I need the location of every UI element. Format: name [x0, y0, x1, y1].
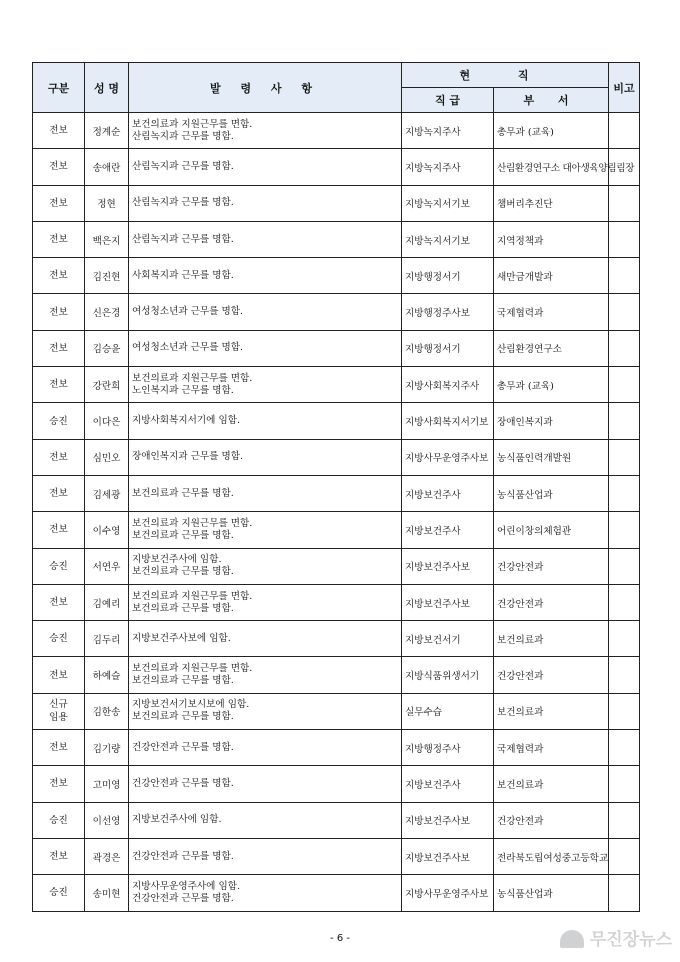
- cell-type: 전보: [33, 367, 85, 403]
- cell-order: 사회복지과 근무를 명함.: [129, 258, 402, 294]
- cell-grade: 지방녹지주사: [402, 113, 494, 149]
- cell-dept: 챔버리추진단: [494, 185, 609, 221]
- cell-dept: 보건의료과: [494, 766, 609, 802]
- cell-type: 전보: [33, 294, 85, 330]
- header-type: 구분: [33, 63, 85, 113]
- cell-dept: 산림환경연구소 대아생육양림림장: [494, 149, 609, 185]
- table-row: [33, 693, 640, 729]
- cell-name: 이선영: [85, 802, 129, 838]
- cell-order: 지방보건주사에 임함. 보건의료과 근무를 명함.: [129, 548, 402, 584]
- table-row: [33, 730, 640, 766]
- cell-type: 승진: [33, 403, 85, 439]
- cell-type: 전보: [33, 584, 85, 620]
- cell-order: 산림녹지과 근무를 명함.: [129, 221, 402, 257]
- table-header: [33, 63, 640, 113]
- cell-grade: 실무수습: [402, 693, 494, 729]
- cell-dept: 장애인복지과: [494, 403, 609, 439]
- cell-grade: 지방녹지주사: [402, 149, 494, 185]
- cell-type: 전보: [33, 113, 85, 149]
- cell-grade: 지방보건서기: [402, 621, 494, 657]
- cell-grade: 지방사회복지주사: [402, 367, 494, 403]
- cell-dept: 국제협력과: [494, 730, 609, 766]
- cell-note: [609, 475, 640, 511]
- header-grade: 직 급: [402, 88, 494, 113]
- cell-type: 전보: [33, 439, 85, 475]
- table-row: [33, 403, 640, 439]
- cell-dept: 총무과 (교육): [494, 367, 609, 403]
- cell-type: 전보: [33, 838, 85, 874]
- cell-name: 서연우: [85, 548, 129, 584]
- cell-name: 정현: [85, 185, 129, 221]
- cell-note: [609, 258, 640, 294]
- table-row: [33, 439, 640, 475]
- cell-dept: 건강안전과: [494, 584, 609, 620]
- cell-grade: 지방보건주사: [402, 475, 494, 511]
- cell-name: 김진현: [85, 258, 129, 294]
- table-row: [33, 548, 640, 584]
- personnel-table: [32, 62, 640, 912]
- cell-order: 보건의료과 지원근무를 면함. 보건의료과 근무를 명함.: [129, 657, 402, 693]
- cell-name: 김승윤: [85, 330, 129, 366]
- cell-dept: 농식품인력개발원: [494, 439, 609, 475]
- table-body: [33, 113, 640, 912]
- cell-name: 김두리: [85, 621, 129, 657]
- table-row: [33, 149, 640, 185]
- cell-order: 보건의료과 지원근무를 면함. 보건의료과 근무를 명함.: [129, 512, 402, 548]
- cell-grade: 지방보건주사보: [402, 548, 494, 584]
- cell-name: 이다은: [85, 403, 129, 439]
- cell-name: 고미영: [85, 766, 129, 802]
- cell-note: [609, 512, 640, 548]
- cell-name: 송애란: [85, 149, 129, 185]
- cell-note: [609, 584, 640, 620]
- cell-type: 전보: [33, 512, 85, 548]
- cell-note: [609, 185, 640, 221]
- watermark-logo: [560, 925, 672, 950]
- table-row: [33, 113, 640, 149]
- cell-note: [609, 766, 640, 802]
- cell-order: 건강안전과 근무를 명함.: [129, 730, 402, 766]
- cell-grade: 지방행정서기: [402, 330, 494, 366]
- cell-dept: 보건의료과: [494, 621, 609, 657]
- cell-dept: 건강안전과: [494, 657, 609, 693]
- cell-note: [609, 875, 640, 911]
- cell-order: 산림녹지과 근무를 명함.: [129, 149, 402, 185]
- cell-note: [609, 548, 640, 584]
- cell-type: 전보: [33, 149, 85, 185]
- cell-name: 하예슬: [85, 657, 129, 693]
- cell-name: 심민오: [85, 439, 129, 475]
- watermark-icon: [560, 928, 586, 948]
- table-row: [33, 875, 640, 911]
- cell-order: 장애인복지과 근무를 명함.: [129, 439, 402, 475]
- cell-type: 전보: [33, 475, 85, 511]
- cell-grade: 지방보건주사보: [402, 584, 494, 620]
- cell-name: 곽경은: [85, 838, 129, 874]
- table-row: [33, 584, 640, 620]
- cell-dept: 보건의료과: [494, 693, 609, 729]
- cell-name: 신은경: [85, 294, 129, 330]
- cell-dept: 어린이창의체험관: [494, 512, 609, 548]
- cell-order: 지방보건주사에 임함.: [129, 802, 402, 838]
- cell-grade: 지방녹지서기보: [402, 185, 494, 221]
- table-row: [33, 475, 640, 511]
- header-current: 현 직: [402, 63, 609, 88]
- cell-note: [609, 730, 640, 766]
- header-order: 발 령 사 항: [129, 63, 402, 113]
- cell-type: 승진: [33, 621, 85, 657]
- header-name: 성 명: [85, 63, 129, 113]
- cell-order: 지방보건서기보시보에 임함. 보건의료과 근무를 명함.: [129, 693, 402, 729]
- cell-grade: 지방행정주사: [402, 730, 494, 766]
- cell-grade: 지방보건주사보: [402, 802, 494, 838]
- table-row: [33, 330, 640, 366]
- cell-type: 전보: [33, 330, 85, 366]
- cell-name: 정계순: [85, 113, 129, 149]
- cell-note: [609, 439, 640, 475]
- cell-dept: 농식품산업과: [494, 475, 609, 511]
- table-row: [33, 258, 640, 294]
- cell-order: 보건의료과 근무를 명함.: [129, 475, 402, 511]
- cell-grade: 지방보건주사: [402, 766, 494, 802]
- cell-dept: 새만금개발과: [494, 258, 609, 294]
- cell-name: 김예리: [85, 584, 129, 620]
- cell-dept: 지역정책과: [494, 221, 609, 257]
- table-row: [33, 367, 640, 403]
- cell-note: [609, 113, 640, 149]
- table-row: [33, 802, 640, 838]
- cell-order: 지방사회복지서기에 임함.: [129, 403, 402, 439]
- cell-grade: 지방보건주사보: [402, 838, 494, 874]
- cell-note: [609, 294, 640, 330]
- cell-type: 승진: [33, 802, 85, 838]
- cell-name: 김세광: [85, 475, 129, 511]
- cell-order: 지방사무운영주사에 임함. 건강안전과 근무를 명함.: [129, 875, 402, 911]
- cell-order: 지방보건주사보에 임함.: [129, 621, 402, 657]
- cell-type: 승진: [33, 875, 85, 911]
- cell-name: 김기량: [85, 730, 129, 766]
- table-row: [33, 621, 640, 657]
- cell-name: 송미현: [85, 875, 129, 911]
- table-row: [33, 657, 640, 693]
- cell-note: [609, 693, 640, 729]
- cell-dept: 전라북도립여성중고등학교: [494, 838, 609, 874]
- cell-grade: 지방행정주사보: [402, 294, 494, 330]
- table-row: [33, 512, 640, 548]
- cell-type: 전보: [33, 221, 85, 257]
- cell-name: 강란희: [85, 367, 129, 403]
- cell-grade: 지방녹지서기보: [402, 221, 494, 257]
- cell-grade: 지방사무운영주사보: [402, 875, 494, 911]
- cell-dept: 건강안전과: [494, 802, 609, 838]
- cell-dept: 건강안전과: [494, 548, 609, 584]
- cell-order: 보건의료과 지원근무를 면함. 산림녹지과 근무를 명함.: [129, 113, 402, 149]
- cell-type: 승진: [33, 548, 85, 584]
- cell-note: [609, 657, 640, 693]
- cell-type: 전보: [33, 258, 85, 294]
- cell-type: 전보: [33, 185, 85, 221]
- cell-dept: 산림환경연구소: [494, 330, 609, 366]
- cell-grade: 지방식품위생서기: [402, 657, 494, 693]
- cell-order: 건강안전과 근무를 명함.: [129, 838, 402, 874]
- cell-grade: 지방행정서기: [402, 258, 494, 294]
- cell-type: 신규 임용: [33, 693, 85, 729]
- cell-grade: 지방사무운영주사보: [402, 439, 494, 475]
- cell-note: [609, 330, 640, 366]
- table-row: [33, 766, 640, 802]
- cell-name: 백은지: [85, 221, 129, 257]
- cell-type: 전보: [33, 730, 85, 766]
- cell-name: 이수영: [85, 512, 129, 548]
- table-row: [33, 221, 640, 257]
- cell-order: 산림녹지과 근무를 명함.: [129, 185, 402, 221]
- cell-note: [609, 403, 640, 439]
- header-dept: 부 서: [494, 88, 609, 113]
- table-row: [33, 838, 640, 874]
- cell-order: 보건의료과 지원근무를 면함. 노인복지과 근무를 명함.: [129, 367, 402, 403]
- table-row: [33, 185, 640, 221]
- table-row: [33, 294, 640, 330]
- cell-note: [609, 621, 640, 657]
- cell-dept: 총무과 (교육): [494, 113, 609, 149]
- watermark-text: 무진장뉴스: [589, 930, 672, 950]
- cell-order: 보건의료과 지원근무를 면함. 보건의료과 근무를 명함.: [129, 584, 402, 620]
- cell-note: [609, 802, 640, 838]
- header-note: 비고: [609, 63, 640, 113]
- cell-grade: 지방보건주사: [402, 512, 494, 548]
- cell-type: 전보: [33, 766, 85, 802]
- cell-order: 건강안전과 근무를 명함.: [129, 766, 402, 802]
- cell-order: 여성청소년과 근무를 명함.: [129, 330, 402, 366]
- cell-dept: 국제협력과: [494, 294, 609, 330]
- cell-dept: 농식품산업과: [494, 875, 609, 911]
- cell-note: [609, 838, 640, 874]
- cell-type: 전보: [33, 657, 85, 693]
- cell-grade: 지방사회복지서기보: [402, 403, 494, 439]
- cell-note: [609, 221, 640, 257]
- cell-note: [609, 367, 640, 403]
- cell-order: 여성청소년과 근무를 명함.: [129, 294, 402, 330]
- cell-name: 김한송: [85, 693, 129, 729]
- page-number: - 6 -: [330, 933, 350, 944]
